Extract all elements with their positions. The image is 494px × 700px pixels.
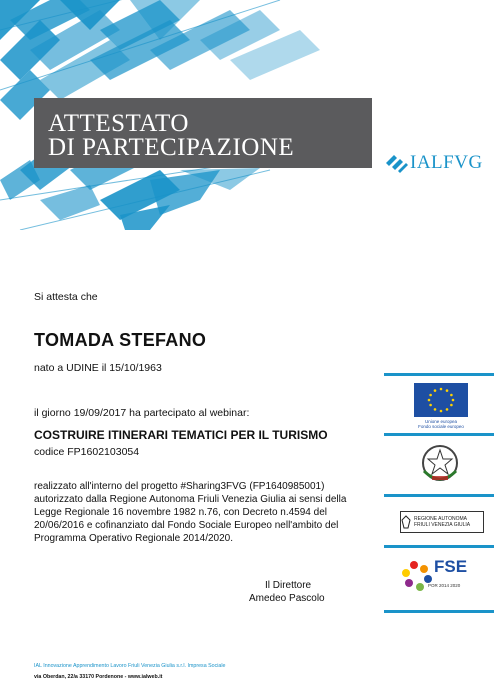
certificate-title-line1: ATTESTATO: [48, 110, 189, 137]
description-line: Legge Regionale 16 novembre 1982 n.76, con Decreto n.4594 del: [34, 507, 327, 518]
description-line: Programma Operativo Regionale 2014/2020.: [34, 533, 234, 544]
signatory-role: Il Direttore: [265, 580, 312, 591]
participant-name: TOMADA STEFANO: [34, 330, 207, 350]
footer-company: IAL Innovazione Apprendimento Lavoro Friuli Venezia Giulia s.r.l. Impresa Sociale: [34, 663, 226, 669]
region-line2: FRIULI VENEZIA GIULIA: [414, 522, 471, 528]
divider: [384, 373, 494, 376]
certificate-title-line2: DI PARTECIPAZIONE: [48, 134, 295, 161]
region-line1: REGIONE AUTONOMA: [414, 516, 467, 522]
eu-caption: [406, 419, 476, 429]
ialfvg-logo-text: IALFVG: [410, 152, 483, 173]
signatory-name: Amedeo Pascolo: [249, 593, 325, 604]
sponsor-logos: [384, 373, 494, 613]
ialfvg-logo: [386, 152, 483, 174]
eu-caption-line2: Fondo sociale europeo: [418, 424, 464, 429]
eu-caption-line1: Unione europea: [424, 419, 458, 424]
intro-text: Si attesta che: [34, 291, 98, 303]
footer-address: via Oberdan, 22/a 33170 Pordenone - www.ialweb.it: [34, 674, 163, 680]
ialfvg-mark-icon: [386, 153, 408, 173]
fse-logo-text: FSE: [434, 557, 468, 576]
divider: [384, 494, 494, 497]
description-line: 20/06/2016 e cofinanziato dal Fondo Sociale Europeo nell'ambito del: [34, 520, 339, 531]
divider: [384, 545, 494, 548]
fse-subtitle: POR 2014 2020: [428, 583, 461, 588]
description-line: autorizzato dalla Regione Autonoma Friuli Venezia Giulia ai sensi della: [34, 494, 347, 505]
region-fvg-logo: [400, 511, 484, 533]
region-eagle-icon: [401, 515, 411, 529]
divider: [384, 433, 494, 436]
course-code: codice FP1602103054: [34, 446, 140, 458]
project-description: [34, 480, 346, 545]
divider: [384, 610, 494, 613]
italian-republic-emblem-icon: [418, 441, 462, 485]
birth-info: nato a UDINE il 15/10/1963: [34, 362, 162, 374]
eu-flag-icon: [414, 383, 468, 417]
participation-text: il giorno 19/09/2017 ha partecipato al webinar:: [34, 407, 250, 419]
description-line: realizzato all'interno del progetto #Sharing3FVG (FP1640985001): [34, 481, 325, 492]
course-title: COSTRUIRE ITINERARI TEMATICI PER IL TURISMO: [34, 428, 328, 442]
